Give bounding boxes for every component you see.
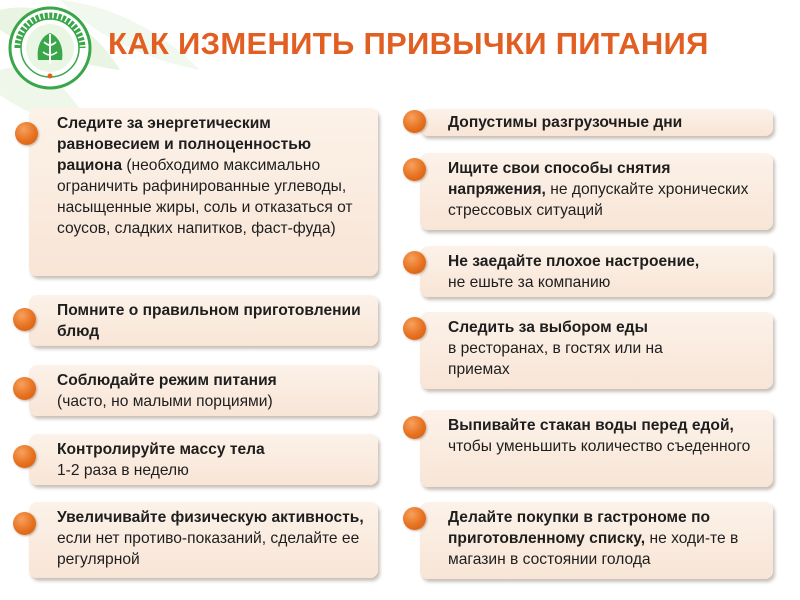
tip-card-bold: Следить за выбором еды bbox=[448, 319, 648, 336]
tip-card-bold: Допустимы разгрузочные дни bbox=[448, 114, 683, 131]
page-title: КАК ИЗМЕНИТЬ ПРИВЫЧКИ ПИТАНИЯ bbox=[108, 26, 709, 61]
tip-card-text: не ходи-те в магазин в состоянии голода bbox=[448, 530, 739, 568]
tip-card-text: если нет противо-показаний, сделайте ее регулярной bbox=[57, 530, 360, 568]
tip-card-shopping-list bbox=[420, 502, 773, 579]
tip-card-physical-activity bbox=[29, 502, 378, 578]
tip-card-bold: Не заедайте плохое настроение, bbox=[448, 253, 700, 270]
tip-card-text: 1-2 раза в неделю bbox=[57, 462, 189, 479]
tip-card-text: чтобы уменьшить количество съеденного bbox=[448, 438, 751, 455]
tip-card-food-choice bbox=[420, 312, 773, 389]
tip-card-bold: Контролируйте массу тела bbox=[57, 441, 265, 458]
bullet-icon bbox=[13, 377, 36, 400]
tip-card-bold: Ищите свои способы снятия напряжения, bbox=[448, 160, 671, 198]
tip-card-text: (необходимо максимально ограничить рафинированные углеводы, насыщенные жиры, соль и отказаться от соусов, сладких напитков, фаст-фуда) bbox=[57, 157, 353, 237]
tip-card-bold: Увеличивайте физическую активность, bbox=[57, 509, 364, 526]
tip-card-cooking bbox=[29, 295, 378, 346]
tip-card-body-weight bbox=[29, 434, 378, 485]
bullet-icon bbox=[13, 308, 36, 331]
tip-card-meal-schedule bbox=[29, 365, 378, 416]
tip-card-water bbox=[420, 410, 773, 487]
bullet-icon bbox=[403, 317, 426, 340]
tip-card-energy-balance bbox=[29, 108, 378, 276]
bullet-icon bbox=[403, 251, 426, 274]
tip-card-bold: Следите за энергетическим равновесием и полноценностью рациона bbox=[57, 115, 312, 174]
tip-card-text: в ресторанах, в гостях или на приемах bbox=[448, 340, 663, 378]
tip-card-text: не допускайте хронических стрессовых ситуаций bbox=[448, 181, 749, 219]
bullet-icon bbox=[15, 122, 38, 145]
bullet-icon bbox=[13, 445, 36, 468]
center-logo bbox=[8, 6, 92, 90]
bullet-icon bbox=[403, 416, 426, 439]
tip-card-bold: Выпивайте стакан воды перед едой, bbox=[448, 417, 734, 434]
tip-card-stress-relief bbox=[420, 153, 773, 230]
tip-card-bold: Делайте покупки в гастрономе по приготовленному списку, bbox=[448, 509, 711, 547]
tip-card-fasting-days bbox=[420, 109, 773, 136]
tip-card-bold: Помните о правильном приготовлении блюд bbox=[57, 302, 361, 340]
tip-card-text: (часто, но малыми порциями) bbox=[57, 393, 273, 410]
tip-card-bold: Соблюдайте режим питания bbox=[57, 372, 277, 389]
bullet-icon bbox=[403, 507, 426, 530]
bullet-icon bbox=[403, 110, 426, 133]
tip-card-bad-mood bbox=[420, 246, 773, 297]
bullet-icon bbox=[403, 158, 426, 181]
tip-card-text: не ешьте за компанию bbox=[448, 274, 611, 291]
bullet-icon bbox=[13, 512, 36, 535]
